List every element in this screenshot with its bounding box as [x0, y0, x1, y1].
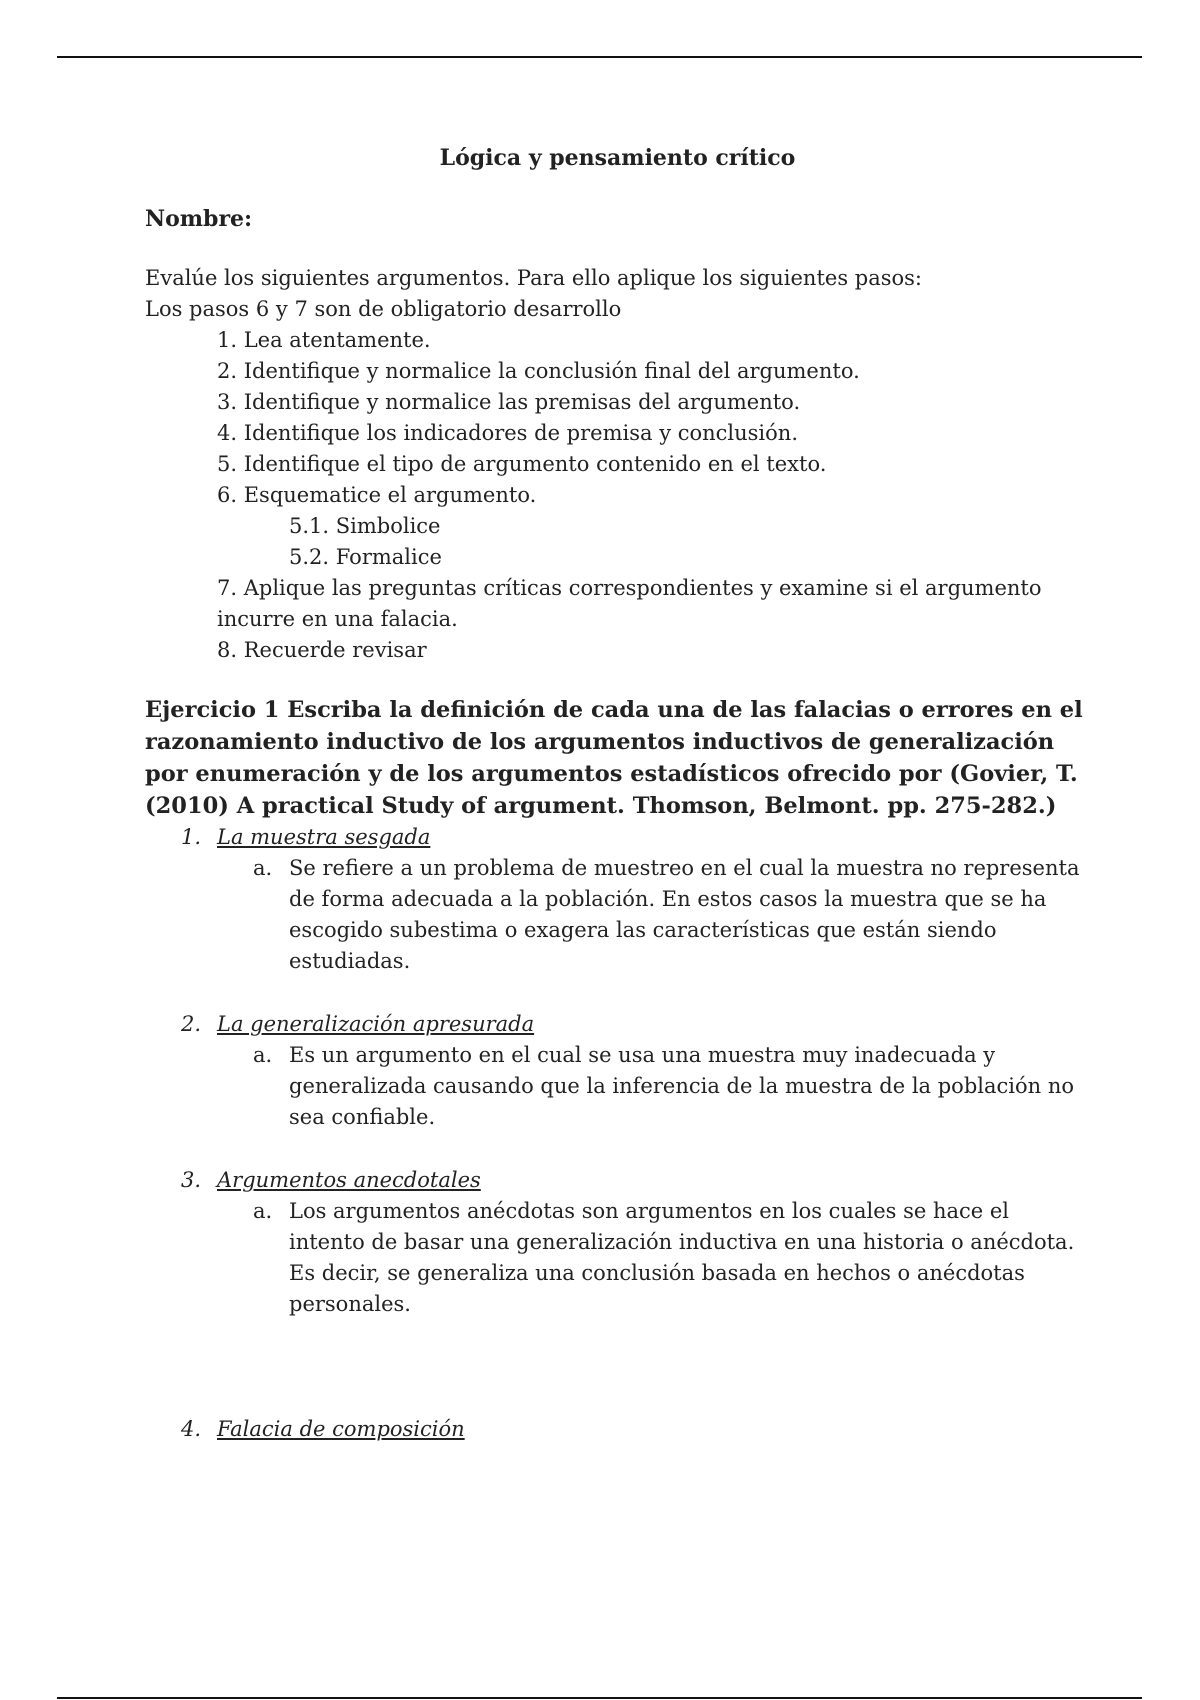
step-item: 2. Identifique y normalice la conclusión final del argumento.: [217, 359, 860, 383]
step-item: 3. Identifique y normalice las premisas del argumento.: [217, 390, 801, 414]
fallacy-title: [145, 1414, 1095, 1445]
instructions-line: Evalúe los siguientes argumentos. Para ello aplique los siguientes pasos:: [145, 266, 922, 290]
step-item: 6. Esquematice el argumento.: [217, 483, 537, 507]
substep-item: 5.2. Formalice: [289, 545, 442, 569]
fallacy-item: [145, 822, 1095, 977]
fallacy-number: 4.: [181, 1417, 202, 1441]
instructions: [145, 263, 1095, 325]
fallacy-name: La generalización apresurada: [217, 1012, 535, 1036]
definition-text: Los argumentos anécdotas son argumentos en los cuales se hace el intento de basar una generalización inductiva en una historia o anécdota. Es decir, se generaliza una conclusión basada en hechos o anécdotas personales.: [289, 1199, 1075, 1316]
fallacy-definition-row: [145, 853, 1095, 977]
fallacy-number: 3.: [181, 1168, 202, 1192]
fallacy-item: [145, 1009, 1095, 1133]
substep-item: 5.1. Simbolice: [289, 514, 441, 538]
fallacy-name: Falacia de composición: [217, 1417, 465, 1441]
fallacy-definition: [217, 1196, 1095, 1320]
fallacy-title: [145, 1009, 1095, 1040]
top-rule: [57, 56, 1142, 58]
step-item: 5. Identifique el tipo de argumento contenido en el texto.: [217, 452, 827, 476]
name-label: Nombre:: [145, 206, 253, 232]
step-item: 8. Recuerde revisar: [217, 638, 427, 662]
substeps-list: [217, 511, 1095, 573]
fallacy-name: La muestra sesgada: [217, 825, 431, 849]
exercise-heading: Ejercicio 1 Escriba la definición de cada una de las falacias o errores en el razonamiento inductivo de los argumentos inductivos de generalización por enumeración y de los argumentos estadísticos ofrecido por (Govier, T. (2010) A practical Study of argument. Thomson, Belmont. pp. 275-282.): [145, 697, 1083, 819]
fallacy-definition: [217, 1040, 1095, 1133]
definition-letter: a.: [253, 856, 273, 880]
definition-letter: a.: [253, 1043, 273, 1067]
fallacy-number: 2.: [181, 1012, 202, 1036]
fallacy-name: Argumentos anecdotales: [217, 1168, 481, 1192]
fallacy-title: [145, 1165, 1095, 1196]
fallacy-definition-row: [145, 1040, 1095, 1133]
fallacy-item: [145, 1414, 1095, 1445]
steps-list: [145, 325, 1095, 666]
substeps-container: [217, 511, 1095, 573]
step-item: 1. Lea atentamente.: [217, 328, 431, 352]
instructions-line: Los pasos 6 y 7 son de obligatorio desarrollo: [145, 297, 622, 321]
document-title: Lógica y pensamiento crítico: [439, 145, 796, 171]
fallacy-item: [145, 1165, 1095, 1320]
definition-text: Se refiere a un problema de muestreo en el cual la muestra no representa de forma adecuada a la población. En estos casos la muestra que se ha escogido subestima o exagera las características que están siendo estudiadas.: [289, 856, 1080, 973]
step-item: 4. Identifique los indicadores de premisa y conclusión.: [217, 421, 798, 445]
fallacy-definition: [217, 853, 1095, 977]
definition-letter: a.: [253, 1199, 273, 1223]
step-item: 7. Aplique las preguntas críticas correspondientes y examine si el argumento incurre en una falacia.: [217, 576, 1042, 631]
fallacies-list: [145, 822, 1095, 1445]
fallacy-definition-row: [145, 1196, 1095, 1320]
definition-text: Es un argumento en el cual se usa una muestra muy inadecuada y generalizada causando que la inferencia de la muestra de la población no sea confiable.: [289, 1043, 1074, 1129]
bottom-rule: [57, 1697, 1142, 1699]
fallacy-number: 1.: [181, 825, 202, 849]
fallacy-title: [145, 822, 1095, 853]
document-body: [145, 143, 1095, 1445]
